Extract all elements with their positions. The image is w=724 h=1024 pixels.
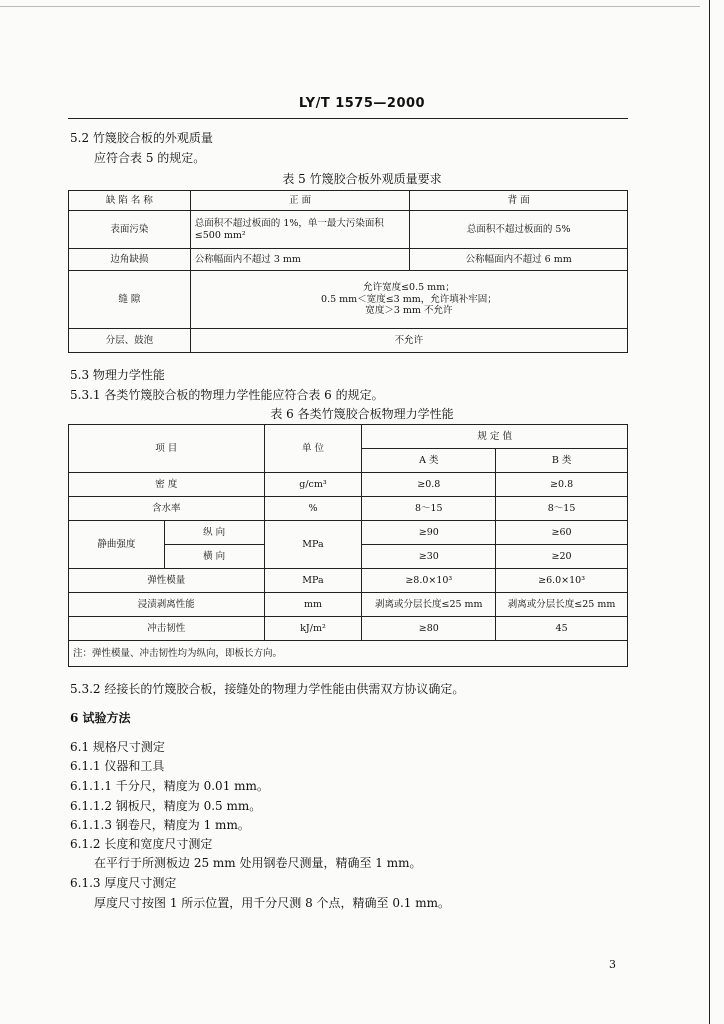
section-6-1-3-title: 6.1.3 厚度尺寸测定 [70, 876, 177, 890]
table-6-head-a: A 类 [362, 449, 496, 473]
table-6-cell: kJ/m² [264, 617, 362, 641]
table-5-cell: 总面积不超过板面的 1%，单一最大污染面积≤500 mm² [190, 211, 410, 249]
table-6-head-item: 项 目 [69, 425, 265, 473]
table-6-cell: 8～15 [362, 497, 496, 521]
table-6-cell: 浸渍剥离性能 [69, 593, 265, 617]
table-6-cell: ≥90 [362, 521, 496, 545]
table-6-cell: 静曲强度 [69, 521, 165, 569]
table-5-head-defect: 缺 陷 名 称 [69, 191, 191, 211]
section-5-3-title: 5.3 物理力学性能 [70, 368, 165, 382]
section-6-1-2-body: 在平行于所测板边 25 mm 处用钢卷尺测量，精确至 1 mm。 [94, 856, 422, 870]
table-6-cell: ≥6.0×10³ [496, 569, 628, 593]
table-6-cell: 8～15 [496, 497, 628, 521]
table-5-head-front: 正 面 [190, 191, 410, 211]
table-6-cell: 横 向 [164, 545, 264, 569]
section-5-3-2-text: 5.3.2 经接长的竹篾胶合板，接缝处的物理力学性能由供需双方协议确定。 [70, 682, 465, 696]
table-6-cell: % [264, 497, 362, 521]
section-6-1-2-title: 6.1.2 长度和宽度尺寸测定 [70, 837, 213, 851]
table-6-cell: MPa [264, 521, 362, 569]
section-6-1-title: 6.1 规格尺寸测定 [70, 740, 165, 754]
table-5-cell: 总面积不超过板面的 5% [410, 211, 628, 249]
table-6-note: 注：弹性模量、冲击韧性均为纵向，即板长方向。 [69, 641, 628, 667]
table-5-cell: 公称幅面内不超过 6 mm [410, 249, 628, 271]
table-6-cell: 剥离或分层长度≤25 mm [496, 593, 628, 617]
table-6-cell: 纵 向 [164, 521, 264, 545]
table-5-head-back: 背 面 [410, 191, 628, 211]
table-5-cell: 表面污染 [69, 211, 191, 249]
section-6-1-3-body: 厚度尺寸按图 1 所示位置，用千分尺测 8 个点，精确至 0.1 mm。 [94, 896, 451, 910]
table-6-cell: g/cm³ [264, 473, 362, 497]
section-5-2-body: 应符合表 5 的规定。 [94, 151, 206, 165]
page-number: 3 [609, 958, 616, 971]
table-5-merged-line: 允许宽度≤0.5 mm； [363, 281, 455, 293]
scan-page-edge [709, 0, 710, 1024]
table-6-cell: mm [264, 593, 362, 617]
section-5-3-1-text: 5.3.1 各类竹篾胶合板的物理力学性能应符合表 6 的规定。 [70, 388, 384, 402]
table-5-cell: 分层、鼓泡 [69, 329, 191, 353]
table-6-cell: 剥离或分层长度≤25 mm [362, 593, 496, 617]
section-6-1-1-title: 6.1.1 仪器和工具 [70, 759, 165, 773]
table-6-cell: 冲击韧性 [69, 617, 265, 641]
table-6-cell: ≥8.0×10³ [362, 569, 496, 593]
section-6-1-1-1-text: 6.1.1.1 千分尺，精度为 0.01 mm。 [70, 779, 269, 793]
table-5 [68, 190, 628, 353]
table-6-cell: MPa [264, 569, 362, 593]
table-6-cell: ≥0.8 [496, 473, 628, 497]
table-6-cell: ≥30 [362, 545, 496, 569]
table-6-head-spec: 规 定 值 [362, 425, 628, 449]
table-6-cell: 弹性模量 [69, 569, 265, 593]
header-rule [68, 118, 628, 119]
table-5-merged-line: 宽度＞3 mm 不允许 [365, 305, 453, 317]
section-6-1-1-2-text: 6.1.1.2 钢板尺，精度为 0.5 mm。 [70, 799, 262, 813]
table-6-head-b: B 类 [496, 449, 628, 473]
table-6-cell: 密 度 [69, 473, 265, 497]
table-5-cell: 缝 隙 [69, 271, 191, 329]
table-6-cell: ≥80 [362, 617, 496, 641]
section-6-title: 6 试验方法 [70, 711, 131, 725]
table-5-merged-cell [190, 271, 627, 329]
section-5-2-title: 5.2 竹篾胶合板的外观质量 [70, 131, 213, 145]
standard-code: LY/T 1575—2000 [298, 96, 426, 111]
table-6-cell: 45 [496, 617, 628, 641]
section-6-1-1-3-text: 6.1.1.3 钢卷尺，精度为 1 mm。 [70, 818, 250, 832]
table-6-caption: 表 6 各类竹篾胶合板物理力学性能 [270, 407, 454, 421]
table-5-merged-line: 0.5 mm＜宽度≤3 mm，允许填补牢固； [321, 293, 497, 305]
table-6-cell: ≥60 [496, 521, 628, 545]
table-5-caption: 表 5 竹篾胶合板外观质量要求 [282, 172, 442, 186]
table-6-cell: ≥0.8 [362, 473, 496, 497]
table-5-cell: 公称幅面内不超过 3 mm [190, 249, 410, 271]
table-5-cell: 边角缺损 [69, 249, 191, 271]
scan-top-line [0, 6, 700, 7]
table-6 [68, 424, 628, 667]
table-6-cell: ≥20 [496, 545, 628, 569]
table-6-cell: 含水率 [69, 497, 265, 521]
table-6-head-unit: 单 位 [264, 425, 362, 473]
table-5-merged-cell: 不允许 [190, 329, 627, 353]
